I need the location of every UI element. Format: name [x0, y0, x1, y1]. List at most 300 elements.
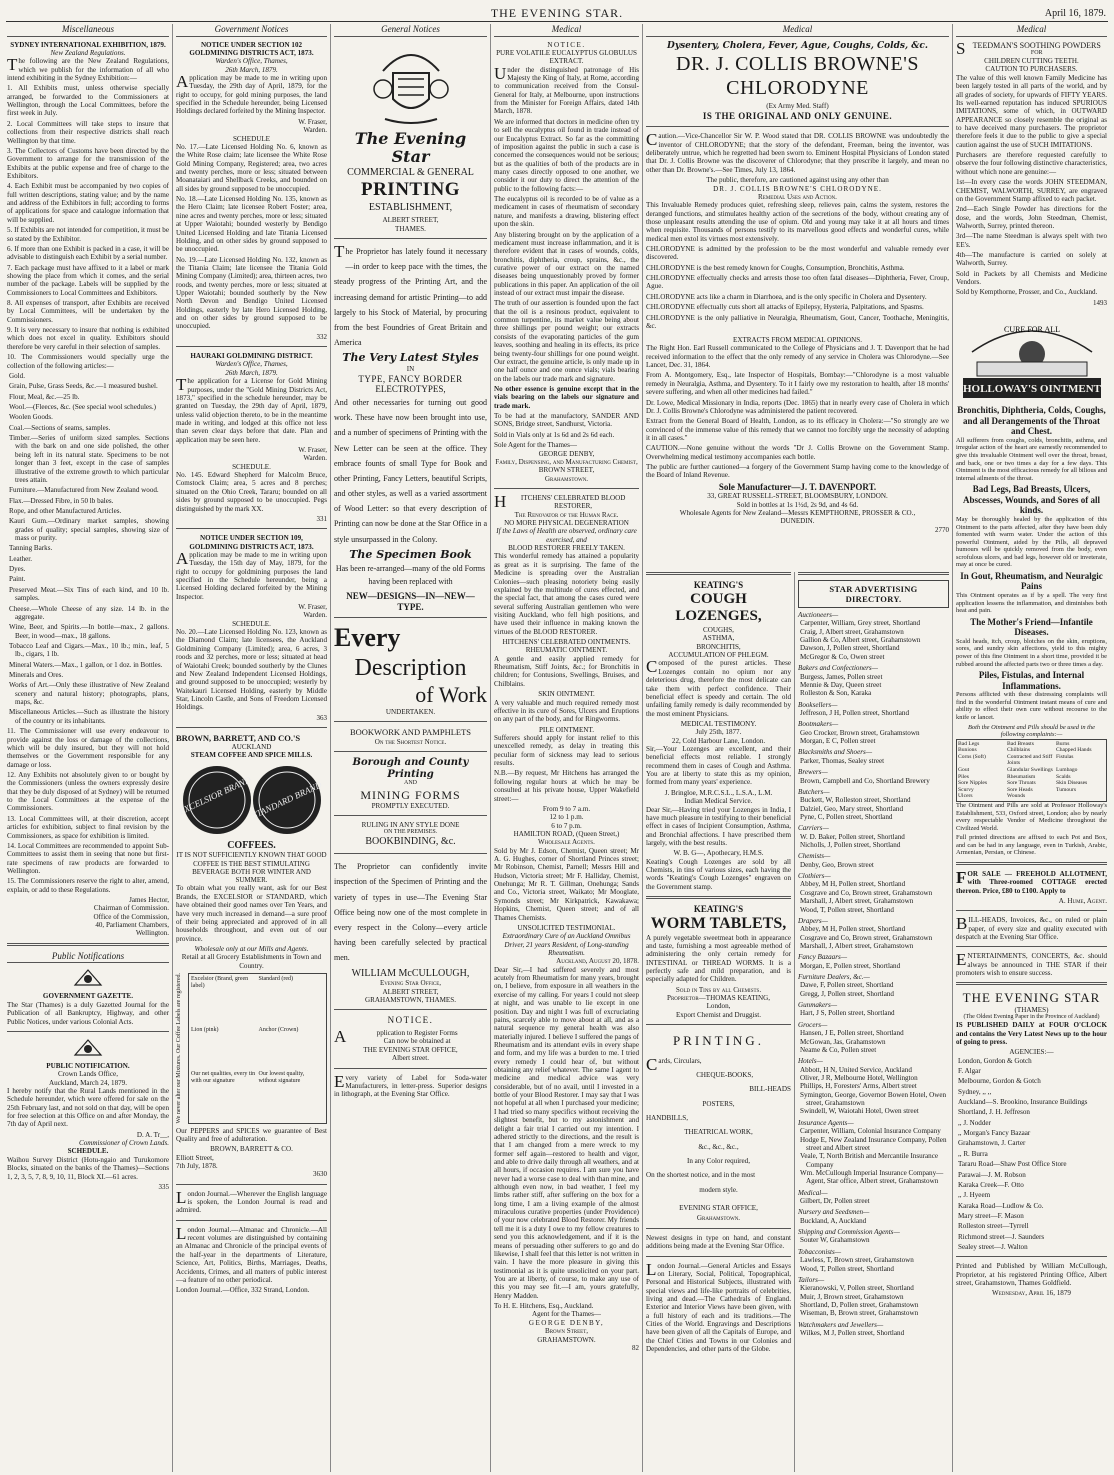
extract-6: The public are further cautioned—a forgery of the Government Stamp having come to the knowledge of the Board of Inland Revenue. — [646, 463, 949, 480]
agency-entry: Karaka Creek—F. Otto — [958, 1180, 1024, 1189]
agency-entry: Sealey street—J. Walton — [958, 1243, 1028, 1252]
directory-category: Blacksmiths and Shoers— — [798, 748, 873, 757]
star-thames: (THAMES) — [1014, 1005, 1049, 1014]
article-item: Dyes. — [9, 565, 26, 574]
agency-entry: Rolleston street—Tyrrell — [958, 1222, 1029, 1231]
chlorodyne-c2: CHLORODYNE is the best remedy known for Coughs, Consumption, Bronchitis, Asthma. — [646, 263, 905, 272]
chlorodyne-c4: CHLORODYNE acts like a charm in Diarrhoea, and is the only specific in Cholera and Dysentery. — [646, 292, 927, 301]
worm-sold: Sold in Tins by all Chemists. — [675, 985, 762, 994]
complaint-cell: Gout — [958, 766, 970, 773]
ad-number: 331 — [316, 514, 327, 523]
keating-text: Composed of the purest articles. These Lozenges contain no opium nor any deleterious drug, therefore the most delicate can take them with perfect confidence. Their beneficial effect is speedy and certain. The old unfailing family remedy is daily recommended by the most eminent Physicians. — [646, 657, 791, 718]
directory-entry: Swindell, W, Waiotahi Hotel, Owen street — [800, 1107, 919, 1116]
chlorodyne-c3: CHLORODYNE effectually checks and arrests those too often fatal diseases—Diphtheria, Fever, Croup, Ague. — [646, 274, 949, 291]
complaint-cell: Sore Nipples — [958, 780, 988, 787]
ruling: RULING IN ANY STYLE DONE — [361, 821, 460, 830]
signoff-line: James Hector, — [129, 896, 169, 905]
agencies-list — [956, 1057, 1107, 1252]
borough-county: Borough and County Printing — [352, 756, 469, 780]
public-text: I hereby notify that the Rural Lands mentioned in the Schedule hereunder, which were offered for sale on the 25th February last, and not sold on that day, will be open for free selection at this Office on and after Monday, the 7th day of April next. — [7, 1086, 169, 1129]
notice-heading: NOTICE. — [387, 1015, 434, 1026]
coat-of-arms-icon — [371, 41, 451, 127]
eucalyptus-sold: Sold in Vials only at 1s 6d and 2s 6d each. — [494, 430, 615, 439]
directory-entry: Morgan, E C, Pollen street — [800, 737, 876, 746]
agency-entry: ,, J. Hyeem — [958, 1191, 991, 1200]
hitchens-text: This wonderful remedy has attained a popularity as great as it is surprising. The fame of the Medicine is spreading over the Australian Colonies—such pleasing notoriety being easily explained by the multitude of cures effected, and the special fact, that among the cases cured were several suffering Australian gentlemen who were visiting Auckland, who fell high positions, and have used their influence in making known the virtues of the BLOOD RESTORER. — [494, 552, 639, 636]
directory-category: Brewers— — [798, 768, 828, 777]
hitchens-sub4: BLOOD RESTORER FREELY TAKEN. — [508, 544, 625, 553]
directory-entry: Craig, J, Albert street, Grahamstown — [800, 627, 904, 636]
badge-excelsior-label: EXCELSIOR BRAND — [176, 774, 252, 817]
directory-category: Tailors— — [798, 1275, 825, 1284]
article-item: Miscellaneous Articles.—Such as illustrate the history of the country or its inhabitants. — [9, 708, 169, 725]
article-item: Furniture.—Manufactured from New Zealand wood. — [9, 486, 159, 495]
of-work-heading: of Work — [415, 682, 487, 708]
complaint-cell: Glandular Swellings — [1007, 766, 1053, 773]
hitchens-agents: Sold by Mr J. Edson, Chemist, Queen street; Mr A. G. Hughes, corner of Shortland Princes street; Mr Robinson, Chemist, Parnell; Messrs Hill and Hudson, Victoria street; Mr F. Halliday, Chemist, Onehunga; Mr R. T. Gillman, Onehunga; Sands and Co., Victoria street, Waikato; Mr Mooglate, Symonds street; Mr Kirkpatrick, Kawakawa; Hopkins, Chemist, Queen street; and of all Thames Chemists. — [494, 846, 639, 922]
holloway-h1: Bronchitis, Diphtheria, Colds, Coughs, and all Derangements of the Throat and Chest. — [957, 405, 1106, 437]
printing-sub3: ESTABLISHMENT, — [368, 201, 453, 213]
schedule-item: No. 19.—Late Licensed Holding No. 132, known as the Titania Claim; late licensee the Titania Gold Mining Company (Limited); area, thirteen acres, two roods, and twenty perches, more or less; situated at Upper Waiotahi; bounded southerly by the New North Devon and Bendigo United Licensed Holdings, easterly by late Hero Licensed Holding, and on other sides by ground supposed to be unoccupied. — [176, 255, 327, 331]
directory-entry: Nicholls, J, Pollen street, Shortland — [800, 841, 901, 850]
eucalyptus-text-4: Any blistering brought on by the application of a medicament must increase inflammation, and it is therefore evident that in cases of wounds, colds, bronchitis, diphtheria, croup, sprains, &c., the curative power of our extract on the named diseases being unquestionably proved by former publications in this paper. An application of the oil instead of our extract must impair the disease. — [494, 230, 639, 298]
printing-body-3: The Proprietor can confidently invite inspection of the Specimen of Printing and the variety of types in use—The Evening Star Office being now one of the most complete in every respect in the Colony—every article having been carefully selected by practical men. — [334, 862, 487, 963]
signoff-line: 40, Parliament Chambers, — [95, 921, 169, 930]
article-item: Rope, and other Manufactured Articles. — [9, 506, 122, 515]
regulation-item: 2. Local Committees will take steps to insure that collections from their respective districts shall reach Wellington by that time. — [7, 119, 169, 145]
print-item-4: POSTERS, — [702, 1099, 735, 1108]
directory-category: Insurance Agents— — [798, 1118, 854, 1127]
schedule-item: No. 18.—Late Licensed Holding No. 135, known as the Hero Claim; late licensee Robert Foster; area, nine acres and twenty perches, more or less; situated at Upper Waiotahi; bounded westerly by Bendigo United Licensed Holding and late Titania Licensed Holding, and on other sides by ground supposed to be unoccupied. — [176, 195, 327, 254]
register-forms: Application to Register Forms — [334, 1027, 458, 1047]
directory-entry: Abbey, M H, Pollen street, Shortland — [800, 925, 906, 934]
premises: ON THE PREMISES. — [383, 829, 438, 836]
section-header: General Notices — [334, 24, 487, 37]
star-oldest: (The Oldest Evening Paper in the Province of Auckland) — [963, 1014, 1100, 1021]
holloway-h1-text: All sufferers from coughs, colds, bronchitis, asthma, and irregular action of the heart are earnestly recommended to give this invaluable Ointment well over the throat, breast, and back, one or two times a day for a few days. This Ointment is the most efficacious remedy for all bilious and internal ailments of the throat. — [956, 436, 1107, 482]
keating-date: July 25th, 1877. — [695, 728, 742, 737]
brand-badges-icon — [177, 763, 327, 837]
eucalyptus-text: Under the distinguished patronage of His Majesty the King of Italy, at Rome, according to communication received from the Consul-General for Italy, at Melbourne, upon instructions from the Minister for Foreign Affairs, dated 14th March, 1878. — [494, 63, 639, 116]
eucalyptus-agent-4: Grahamstown. — [544, 474, 589, 483]
coffees-retail: Retail at all Grocery Establishments in Town and Country. — [181, 953, 322, 970]
article-item: Woolen Goods. — [9, 413, 53, 422]
agency-entry: Sydney, ,, ,, — [958, 1087, 992, 1096]
worm-export: Export Chemist and Druggist. — [675, 1010, 762, 1019]
directory-entry: Wood, T, Pollen street, Shortland — [800, 905, 894, 914]
column-general-notices — [330, 24, 490, 1472]
directory-category: Nursery and Seedsmen— — [798, 1208, 870, 1217]
star-published: IS PUBLISHED DAILY at FOUR O'CLOCK and contains the Very Latest News up to the hour of going to press. — [956, 1021, 1107, 1046]
print-town: Grahamstown. — [696, 1214, 741, 1223]
article-item: Minerals and Ores. — [9, 671, 64, 680]
new-designs: NEW—DESIGNS—IN—NEW—TYPE. — [346, 590, 475, 612]
directory-entry: Wiseman, B, Brown street, Grahamstown — [800, 1309, 919, 1318]
printed-date: Wednesday, April 16, 1879 — [992, 1289, 1071, 1298]
labels-ad: Every variety of Label for Soda-water Manufacturers, in letter-press. Superior designs in lithograph, at the Evening Star Office. — [334, 1071, 487, 1099]
agency-entry: Tararu Road—Shaw Post Office Store — [958, 1160, 1067, 1169]
directory-entry: Parker, Thomas, Sealey street — [800, 756, 885, 765]
eucalyptus-agent-name: GEORGE DENBY, — [538, 449, 595, 458]
article-item: Leather. — [9, 554, 33, 563]
london-journal-address: London Journal.—Office, 332 Strand, London. — [176, 1286, 310, 1295]
directory-entry: Cosgrave and Co, Brown street, Grahamstown — [800, 888, 933, 897]
notice-title: NOTICE UNDER SECTION 102 GOLDMINING DISTRICTS ACT, 1873. — [189, 40, 314, 57]
public-notifications-header: Public Notifications — [7, 951, 169, 964]
directory-category: Medical— — [798, 1188, 828, 1197]
chlorodyne-caution-2: The public, therefore, are cautioned against using any other than — [706, 176, 889, 185]
unsolicited-text: Dear Sir,—I had suffered severely and most acutely from Rheumatism for many years, brought on, I believe, from exposure in all weathers in the exercise of my calling. For years I could not sleep at night, and was unable to lie except in one position. Day and night I was full of excruciating pains, scarcely able to move about at all, and as a natural sequence my general health was also materially injured. I believe I suffered the pangs of Rheumatism and its attendant evils in every shape and form, and my life was a burden to me. I tried every remedy I could hear of, but without obtaining any relief whatever. The same I agent to medicine and medical advice was very considerable, but of no avail, until I invested in a bottle of your Blood Restorer. I may say that I was not hopeful at all when I purchased your medicine; I had tried so many specifics without receiving the slightest benefit, but to my astonishment and delight a fair trial I carried out my intention. I adhered strictly to the directions, and the result is that I am changed from a mere wreck to my former self again—restored to health and vigor, and able to drive daily through all weathers, and at all hours, if occasion requires. I am sure you have never had a worse case to deal with than mine, and although even now, in bad weather, I feel my limbs rather stiff, after suffering on the box for a long time, I am a living example of the almost miraculous curative properties (under Providence) of your now celebrated Blood Restorer. My friends tell me it is a duty I owe to my fellow creatures to send you this acknowledgement, and if it is the means of persuading other sufferers to go and do likewise, I shall feel that this letter is not written in vain. I have the more pleasure in giving this testimonial as it is quite unsolicited on your part. You are at liberty, of course, to make any use of this you may see fit.—I am, yours gratefully, Henry Madden. — [494, 965, 639, 1300]
description-heading: Description — [354, 654, 467, 681]
schedule-items — [176, 143, 327, 331]
bookbinding: BOOKBINDING, &c. — [365, 836, 456, 848]
agency-entry: Richmond street—J. Saunders — [958, 1232, 1045, 1241]
directory-entry: Burgess, James, Pollen street — [800, 672, 883, 681]
keating-test-text: Sir,—Your Lozenges are excellent, and their beneficial effects most reliable. I strongly recommend them in cases of Cough and Asthma. You are at liberty to state this as my opinion, formed from many years' experience. — [646, 745, 791, 787]
hitchens-sub2: NO MORE PHYSICAL DEGENERATION — [504, 519, 629, 528]
ad-number: 3630 — [313, 1170, 327, 1179]
directory-entry: Dawe, F, Pollen street, Shortland — [800, 981, 894, 990]
schedule-item: No. 145. Edward Shepherd for Malcolm Bruce, Comstock Claim; area, 5 acres and 8 perches; situated on the Ohio Creek, Tararu; bounded on all sides by ground supposed to be unoccupied. Pegs distinguished by the mark XX. — [176, 471, 327, 513]
directory-entry: Hart, J S, Pollen street, Shortland — [800, 1009, 895, 1018]
schedule-title: SCHEDULE — [232, 134, 271, 143]
complaint-cell: Chilblains — [1007, 747, 1030, 754]
holloway-h2-text: May be thoroughly healed by the application of this Ointment to the parts affected, after they have been duly fomented with warm water. Under the action of this powerful Ointment, aided by the Pills, all depraved humours will be quickly removed from the body, even scrofulous ulcers, and bad legs, however old or inveterate, may at once be cured. — [956, 516, 1107, 569]
signoff-line: Wellington. — [135, 929, 169, 938]
printing-body-2: And other necessaries for turning out good work. These have now been brought into use, and a number of specimens of Printing with the New Letter can be seen at the office. They embrace founts of small Type for Book and other Printing, Fancy Letters, beautiful Scripts, and other styles, as well as a varied assortment of Wood Letter: so that every description of Printing can now be done at the Star Office in a style unsurpassed in the Colony. — [334, 397, 487, 544]
article-item: Paint. — [9, 575, 26, 584]
directory-entry: Muir, J, Brown street, Grahamstown — [800, 1292, 904, 1301]
print-item-5: HANDBILLS, — [646, 1113, 688, 1122]
worm-title: WORM TABLETS, — [650, 914, 787, 932]
specimen-text: Has been re-arranged—many of the old Forms having been replaced with — [335, 563, 486, 587]
complaint-cell: Bad Breasts — [1007, 740, 1034, 747]
coffees-wholesale: Wholesale only at our Mills and Agents. — [194, 945, 309, 953]
extract-4: Extract from the General Board of Health, London, as to its efficacy in Cholera:—"So strongly are we convinced of the immense value of this remedy that we cannot too forcibly urge the necessity of adopting it in all cases." — [646, 417, 949, 442]
print-item-1: Cards, Circulars, — [646, 1054, 702, 1074]
eucalyptus-mfr: To be had at the manufactory, SANDER AND SONS, Bridge street, Sandhurst, Victoria. — [494, 412, 639, 429]
directory-title: STAR ADVERTISING DIRECTORY. — [798, 580, 949, 608]
steedman-text-6: 4th—The manufacture is carried on solely at Walworth, Surrey. — [956, 251, 1107, 268]
agent-street: Brown Street, — [544, 1327, 589, 1336]
agent-town: GRAHAMSTOWN. — [537, 1335, 596, 1344]
newspaper-title: THE EVENING STAR. — [490, 6, 624, 20]
holloway-h3-text: This Ointment operates as if by a spell. The very first application lessens the inflammation, and diminishes both heat and pain. — [956, 592, 1107, 615]
agency-entry: Grahamstown, J. Carter — [958, 1139, 1026, 1148]
masthead — [0, 0, 1114, 22]
steedman-text-3: 1st—In every case the words JOHN STEEDMAN, CHEMIST, WALWORTH, SURREY, are engraved on the Government Stamp affixed to each packet. — [956, 178, 1107, 203]
steedman-sub: CHILDREN CUTTING TEETH. — [984, 57, 1079, 66]
coffees-claim: IT IS NOT SUFFICIENTLY KNOWN THAT GOOD COFFEE IS THE BEST STIMULATING BEVERAGE BOTH FOR WINTER AND SUMMER. — [176, 851, 327, 885]
skin-text: A very valuable and much required remedy most effective in its cure of Sores, Ulcers and Eruptions on any part of the body, and for Ringworms. — [494, 698, 639, 724]
notice-signature: W. Fraser, — [298, 446, 327, 455]
chlorodyne-top: Dysentery, Cholera, Fever, Ague, Coughs, Colds, &c. — [667, 40, 928, 51]
chlorodyne-caution-3: DR. J. COLLIS BROWNE'S CHLORODYNE. — [713, 184, 882, 193]
agency-entry: Karaka Road—Ludlow & Co. — [958, 1201, 1044, 1210]
keating-sig-2: Indian Medical Service. — [684, 797, 753, 806]
column-directory — [794, 572, 952, 1472]
directory-entry: Souter W, Grahamstown — [800, 1236, 870, 1245]
article-item: Mineral Waters.—Max., 1 gallon, or 1 doz. in Bottles. — [9, 660, 163, 669]
notice-signature: W. Fraser, — [298, 603, 327, 612]
keating-sub — [646, 626, 791, 659]
peppers-text: Our PEPPERS and SPICES we guarantee of Best Quality and free of adulteration. — [176, 1126, 327, 1143]
complaint-cell: Rheumatism — [1007, 773, 1036, 780]
coffee-table-cell: Lion (pink) — [191, 1027, 219, 1034]
complaint-cell: Sore Throats — [1007, 780, 1036, 787]
complaint-cell: Sore Heads — [1007, 786, 1033, 793]
ad-number: 332 — [316, 332, 327, 341]
hitchens-ointments: HITCHENS' CELEBRATED OINTMENTS. — [502, 638, 631, 647]
directory-entry: Dalziel, Geo, Mary street, Shortland — [800, 804, 904, 813]
coffee-table-cell: Anchor (Crown) — [258, 1027, 299, 1034]
badge-standard-label: STANDARD BRAND — [250, 779, 323, 821]
complaint-cell: Fistulas — [1056, 753, 1074, 760]
holloway-h3: In Gout, Rheumatism, and Neuralgic Pains — [960, 570, 1103, 592]
public-signature: D. A. Tr__, — [136, 1130, 169, 1139]
signoff-line: Chairman of Commission. — [93, 904, 169, 913]
for-sale-ad: FOR SALE — FREEHOLD ALLOTMENT, with Three-roomed COTTAGE erected thereon. Price, £80 to £100. Apply to — [956, 867, 1107, 895]
printing-heading: PRINTING. — [673, 1033, 764, 1049]
hitchens-title: HITCHENS' CELEBRATED BLOOD RESTORER, — [494, 491, 626, 511]
directory-entry: Rolleston & Son, Karaka — [800, 689, 872, 698]
steedman-text-5: 3rd—The name Steedman is always spelt with two EE's. — [956, 232, 1107, 249]
extract-3: Dr. Lowe, Medical Missionary in India, reports (Dec. 1865) that in nearly every case of Cholera in which Dr. J. Collis Browne's Chlorodyne was administered the patient recovered. — [646, 398, 949, 415]
holloway-engraving-icon — [957, 310, 1107, 402]
regulation-item: 14. Local Committees are recommended to appoint Sub-Committees to assist them in seeing that none but first-rate specimens of raw products are forwarded to Wellington. — [7, 841, 169, 875]
agency-entry: ,, J. Nodder — [958, 1118, 991, 1127]
column-medical-chlorodyne — [642, 24, 952, 336]
directory-entry: Brown, Campbell and Co, Shortland Brewery — [800, 776, 930, 785]
holloway-h4-text: Scald heads, itch, croup, blotches on the skin, eruptions, sores, and sundry skin affections, yield to this mighty power of this fine Ointment in a short time, provided it be rubbed around the affected parts two or three times a day. — [956, 637, 1107, 668]
notice-heading: NOTICE. — [547, 40, 586, 49]
chlorodyne-c1: CHLORODYNE is admitted by the profession to be the most wonderful and valuable remedy ever discovered. — [646, 245, 949, 262]
ad-number: 1493 — [1093, 298, 1107, 307]
manufacturer-agents: Wholesale Agents for New Zealand—Messrs KEMPTHORNE, PROSSER & CO., — [679, 509, 916, 518]
print-item-10: modern style. — [699, 1185, 738, 1194]
article-item: Preserved Meat.—Six Tins of each kind, and 10 lb. samples. — [9, 585, 169, 603]
agencies-heading: AGENCIES:— — [1009, 1048, 1054, 1057]
printing-sub1: COMMERCIAL & GENERAL — [347, 167, 474, 179]
coffee-ad-sub: AUCKLAND — [231, 742, 272, 751]
eucalyptus-text-3: The eucalyptus oil is recorded to be of value as a medicament in cases of rheumatism of secondary nature, and manifests a drawing, blistering effect upon the skin. — [494, 195, 639, 229]
column-medical-extracts — [642, 336, 952, 572]
regulation-item: 11. The Commissioner will use every endeavour to provide against the loss or damage of the collections, which will be duly insured, but they will not hold themselves or the Government responsible for any damage or loss. — [7, 727, 169, 769]
owner-office: Evening Star Office, — [379, 979, 442, 988]
directory-entry: Neame & Co, Pollen street — [800, 1045, 877, 1054]
keating-label: KEATING'S — [693, 580, 744, 590]
directory-entry: Cosgrave and Co, Brown street, Grahamstown — [800, 933, 933, 942]
issue-date: April 16, 1879. — [1044, 8, 1106, 19]
directory-entry: Gregg, J, Pollen street, Shortland — [800, 989, 894, 998]
shortest-notice: On the Shortest Notice. — [374, 737, 447, 746]
directory-entry: Wm. McCullough Imperial Insurance Company—Agent, Star office, Albert street, Grahamstown — [800, 1168, 944, 1186]
directory-category: Fancy Bazaars— — [798, 953, 848, 962]
regulation-item: 15. The Commissioners reserve the right to alter, amend, explain, or add to these Regulations. — [7, 877, 169, 894]
agency-entry: Mary street—F. Mason — [958, 1211, 1024, 1220]
article-item: Tanning Barks. — [9, 544, 53, 553]
purchasers-caution: CAUTION TO PURCHASERS. — [985, 65, 1078, 74]
notice-title: NOTICE UNDER SECTION 109, GOLDMINING DISTRICTS ACT, 1873. — [189, 534, 314, 551]
complaint-cell: Corns (Soft) — [958, 753, 986, 760]
directory-list — [798, 611, 949, 1337]
chlorodyne-sub: (Ex Army Med. Staff) — [766, 102, 829, 111]
directory-category: Gunmakers— — [798, 1001, 838, 1010]
coffee-table-cell: Our net qualities, every tin with our signature — [191, 1071, 256, 1085]
unsolicited-sub: Extraordinary Cure of an Auckland Omnibus Driver, 21 years Resident, of Long-standing Rheumatism. — [502, 932, 631, 957]
register-forms-3: THE EVENING STAR OFFICE, — [363, 1045, 458, 1054]
holloway-h2: Bad Legs, Bad Breasts, Ulcers, Abscesses, Wounds, and Sores of all kinds. — [963, 484, 1100, 516]
printing-town: THAMES. — [395, 224, 426, 233]
pile-title: PILE OINTMENT. — [538, 725, 595, 734]
bookwork: BOOKWORK AND PAMPHLETS — [349, 727, 472, 738]
directory-entry: Geo Crocker, Brown street, Grahamstown — [800, 728, 920, 737]
article-item: Wool.—(Fleeces, &c. (See special wool schedules.) — [9, 402, 156, 411]
rheumatic-title: RHEUMATIC OINTMENT. — [525, 646, 608, 655]
regulation-item: 13. Local Committees will, at their discretion, accept articles for exhibition, subject to final revision by the Commissioners, as space for exhibition is limited. — [7, 814, 169, 840]
directory-entry: Wilkes, M J, Pollen street, Shortland — [800, 1329, 905, 1338]
notice-signature-title: Warden. — [303, 126, 327, 135]
skin-title: SKIN OINTMENT. — [538, 690, 595, 699]
directory-category: Chemists— — [798, 852, 831, 861]
eucalyptus-title: PURE VOLATILE EUCALYPTUS GLOBULUS EXTRACT. — [496, 48, 637, 66]
holloway-banner: HOLLOWAY'S OINTMENT — [962, 383, 1101, 396]
complaint-cell: Tumours — [1056, 786, 1077, 793]
notice-signature-title: Warden. — [303, 454, 327, 463]
bill-heads-ad: BILL-HEADS, Invoices, &c., on ruled or plain paper, of every size and quality executed with despatch at the Evening Star Office. — [956, 914, 1107, 941]
ad-number: 2770 — [935, 525, 949, 534]
specimen-book: The Specimen Book — [349, 547, 472, 561]
schedule-title: SCHEDULE. — [67, 1147, 109, 1156]
steedman-title: STEEDMAN'S SOOTHING POWDERS — [956, 38, 1101, 58]
crest-icon — [71, 967, 105, 989]
directory-entry: Marshall, J, Albert street, Grahamstown — [800, 941, 914, 950]
section-header: Medical — [494, 24, 639, 37]
coffees-title: COFFEES. — [227, 839, 276, 851]
newest-designs: Newest designs in type on hand, and constant additions being made at the Evening Star Office. — [646, 1233, 791, 1251]
consult-hour: From 9 to 7 a.m. — [542, 804, 591, 813]
print-item-6: THEATRICAL WORK, — [684, 1128, 753, 1137]
notice-office: Warden's Office, Thames, — [215, 360, 288, 369]
steedman-for: FOR — [1030, 50, 1043, 57]
remedial-text: This Invaluable Remedy produces quiet, refreshing sleep, relieves pain, calms the system, restores the deranged functions, and stimulates healthy action of the secretions of the body, without creating any of those unpleasant results attending the use of opium. Old and young may take it at all hours and times when requisite. Thousands of persons testify to its marvellous good effects and wonderful cures, while medical men extol its virtues most extensively. — [646, 201, 949, 243]
eucalyptus-warning: No other essence is genuine except that in the vials bearing on the labels our signature and trade mark. — [494, 384, 639, 410]
keating-t2-sig: W. B. G—, Apothecary, H.M.S. — [673, 849, 764, 858]
directory-category: Booksellers— — [798, 700, 838, 709]
directory-category: Butchers— — [798, 787, 830, 796]
exhibition-rules — [7, 84, 169, 370]
chlorodyne-sub2: IS THE ORIGINAL AND ONLY GENUINE. — [702, 110, 893, 121]
agency-entry: Shortland, J. H. Jeffreson — [958, 1108, 1030, 1117]
printing-street: ALBERT STREET, — [382, 216, 439, 225]
column-keating — [642, 572, 794, 1472]
article-item: Works of Art.—Only these illustrative of New Zealand scenery and natural history; photographs, plans, maps, &c. — [9, 681, 169, 707]
directory-entry: Gallion & Co, Albert street, Grahamstown — [800, 636, 921, 645]
every-heading: Every — [334, 623, 401, 653]
directory-category: Watchmakers and Jewellers— — [798, 1320, 884, 1329]
regulation-item: 8. All expenses of transport, after Exhibits are received by Local Committees, will be undertaken by the Commissioners. — [7, 299, 169, 324]
steedman-text-2: Purchasers are therefore requested carefully to observe the four following distinctive characteristics, without which none are genuine:— — [956, 151, 1107, 176]
holloway-h5-text: Persons afflicted with these distressing complaints will find in the wonderful Ointment instant means of cure and ability to effect their own cure without recourse to the knife or lancet. — [956, 691, 1107, 721]
directory-entry: Buckett, W, Rolleston street, Shortland — [800, 796, 911, 805]
worm-proprietor: Proprietor—THOMAS KEATING, — [667, 994, 770, 1003]
coffee-brand-table — [176, 973, 327, 1124]
london-journal-ad-2: London Journal.—Almanac and Chronicle.—All recent volumes are distinguished by containing an Almanac and Chronicle of the principal events of the half-year in the departments of Literature, Science, Art, Politics, Births, Marriages, Deaths, Accidents, Crimes, and all matters of public interest—a feature of no other periodical. — [176, 1223, 327, 1284]
complaint-cell: Bad Legs — [958, 740, 980, 747]
london-journal-3: London Journal.—General Articles and Essays on Literary, Social, Political, Topographical, Personal and Historical Subjects, illustrated with special views and life-like portraits of celebrities, living and dead.—The Cathedrals of England. Exterior and Interior Views have been given, with a full history of each and its traditions.—The Cities of the World. Engravings and Descriptions have been given of all the Capitals of Europe, and the Chief Cities and Towns in our Colonies and Dependencies, and other parts of the Globe. — [646, 1259, 791, 1354]
hitchens-sub: The Renovator of the Human Race. — [514, 510, 619, 519]
directory-entry: Wood, T, Pollen street, Shortland — [800, 1264, 894, 1273]
article-item: Gold. — [9, 371, 25, 380]
directory-entry: Veale, T, North British and Mercantile Insurance Company — [800, 1152, 939, 1169]
article-item: Cheese.—Whole Cheese of any size. 14 lb. in the aggregate. — [9, 604, 169, 621]
notice-date: 26th March, 1879. — [225, 368, 278, 377]
steedman-text-7: Sold in Packets by all Chemists and Medicine Vendors. — [956, 269, 1107, 287]
hitchens-address-2: Wholesale Agents. — [538, 838, 595, 847]
article-item: Grain, Pulse, Grass Seeds, &c.—1 measured bushel. — [9, 382, 158, 391]
holloway-banner-top: CURE FOR ALL — [1003, 325, 1060, 335]
and: AND — [404, 780, 417, 787]
steedman-text-8: Sold by Kempthorne, Prosser, and Co., Auckland. — [956, 288, 1098, 297]
for-sale-agent: A. Hume, Agent. — [1058, 896, 1107, 905]
crest-icon — [71, 1037, 105, 1059]
manufacturer-city: DUNEDIN. — [780, 517, 815, 526]
register-forms-4: Albert street. — [391, 1054, 430, 1063]
complaint-cell: Burns — [1056, 740, 1070, 747]
holloway-h5: Piles, Fistulas, and Internal Inflammations. — [978, 670, 1085, 691]
printing-body: The Proprietor has lately found it necessary—in order to keep pace with the times, the steady progress of the Printing Art, and the increasing demand for artistic Printing—to add largely to his Stock of Material, by procuring from the best Foundries of Great Britain and America — [334, 242, 487, 348]
agency-entry: London, Gordon & Gotch — [958, 1056, 1032, 1065]
directory-entry: Denby, Geo, Brown street — [800, 860, 874, 869]
complaint-cell: Skin Diseases — [1056, 780, 1088, 787]
regulation-item: 5. If Exhibits are not intended for competition, it must be so stated by the Exhibitor. — [7, 226, 169, 243]
agency-entry: Melbourne, Gordon & Gotch — [958, 1077, 1041, 1086]
peppers-place: Elliott Street, — [176, 1153, 214, 1162]
directory-entry: Pyne, C, Pollen street, Shortland — [800, 812, 893, 821]
extracts-heading: EXTRACTS FROM MEDICAL OPINIONS. — [732, 336, 862, 344]
directory-entry: Lawless, T, Brown street, Grahamstown — [800, 1256, 914, 1265]
directory-entry: Abbott, H N, United Service, Auckland — [800, 1065, 912, 1074]
regulation-item: 4. Each Exhibit must be accompanied by two copies of full written descriptions, stating value; and by the name and address of the Exhibitors in full; according to forms of applications for space and catalogue information that will be supplied. — [7, 182, 169, 224]
regulation-item: 1. All Exhibits must, unless otherwise specially arranged, be forwarded to the Commissioners at Wellington, through the Local Committees, before the first week in July. — [7, 84, 169, 118]
directory-entry: Marshall, J, Albert street, Grahamstown — [800, 897, 914, 906]
coffee-ad-sub2: STEAM COFFEE AND SPICE MILLS. — [190, 751, 313, 760]
gazette-title: GOVERNMENT GAZETTE. — [42, 992, 134, 1001]
public-signature-title: Commissioner of Crown Lands. — [78, 1139, 169, 1148]
article-item: Flax.—Dressed Fibre, in 50 lb bales. — [9, 496, 114, 505]
directory-entry: Carpenter, William, Grey street, Shortland — [800, 619, 921, 628]
schedule-title: SCHEDULE. — [232, 462, 271, 471]
latest-styles-in: IN — [406, 365, 415, 374]
column-miscellaneous — [4, 24, 172, 1472]
directory-entry: Morgan, E, Pollen street, Shortland — [800, 961, 901, 970]
london-journal-ad: London Journal.—Wherever the English language is spoken, the London Journal is read and admired. — [176, 1187, 327, 1215]
directory-category: Clothiers— — [798, 872, 831, 881]
register-forms-2: Can now be obtained at — [383, 1037, 451, 1046]
regulation-item: 3. The Collectors of Customs have been directed by the Government to arrange for the transmission of the Exhibits at the public expense and free of charge to the Exhibitors. — [7, 146, 169, 180]
section-header: Miscellaneous — [7, 24, 169, 37]
notice-signature: W. Fraser, — [298, 117, 327, 126]
owner-name: WILLIAM McCULLOUGH, — [351, 967, 470, 979]
chlorodyne-title: DR. J. COLLIS BROWNE'S CHLORODYNE — [676, 53, 919, 99]
agency-entry: Parawai—J. M. Robson — [958, 1170, 1026, 1179]
ad-number: 335 — [158, 1182, 169, 1191]
public-office: Crown Lands Office, — [58, 1070, 118, 1079]
column-government-notices — [172, 24, 330, 1472]
ad-number: 363 — [316, 713, 327, 722]
article-item: Coal.—Sections of seams, samples. — [9, 423, 111, 432]
eucalyptus-text-2: We are informed that doctors in medicine often try to sell the eucalyptus oil found in trade instead of our Eucalyptus Extract. So far as the committing of imposition against the public in such a case is concerned the consequences would not be serious; but as the qualities of both of the products are in many cases directly opposed to one another, we consider it our duty to direct the attention of the public to the following facts:— — [494, 117, 639, 193]
